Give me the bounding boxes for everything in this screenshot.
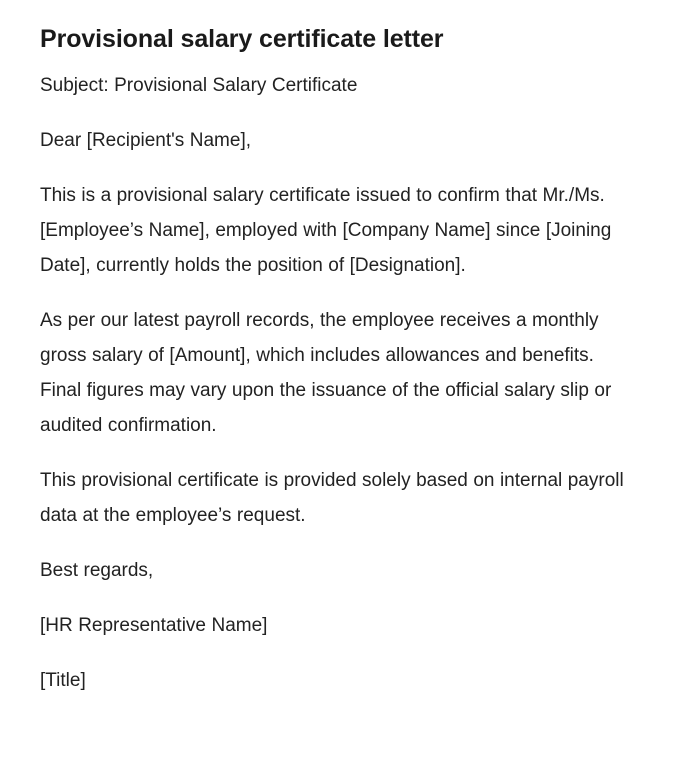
signature-title: [Title] <box>40 670 86 691</box>
subject-line: Subject: Provisional Salary Certificate <box>40 75 358 96</box>
salary-details-paragraph: As per our latest payroll records, the employee receives a monthly gross salary of [Amount], which includes allowances and benefits. Final figures may vary upon the issuance of the official salary slip or audited confirmation. <box>40 310 612 436</box>
intro-paragraph: This is a provisional salary certificate issued to confirm that Mr./Ms. [Employee’s Name], employed with [Company Name] since [Joining Date], currently holds the position of [Designation]. <box>40 185 612 276</box>
salutation: Dear [Recipient's Name], <box>40 130 251 151</box>
letter-body <box>40 68 636 698</box>
closing: Best regards, <box>40 560 154 581</box>
disclaimer-paragraph: This provisional certificate is provided solely based on internal payroll data at the employee’s request. <box>40 470 624 526</box>
page-title: Provisional salary certificate letter <box>40 25 444 53</box>
signature-name: [HR Representative Name] <box>40 615 268 636</box>
